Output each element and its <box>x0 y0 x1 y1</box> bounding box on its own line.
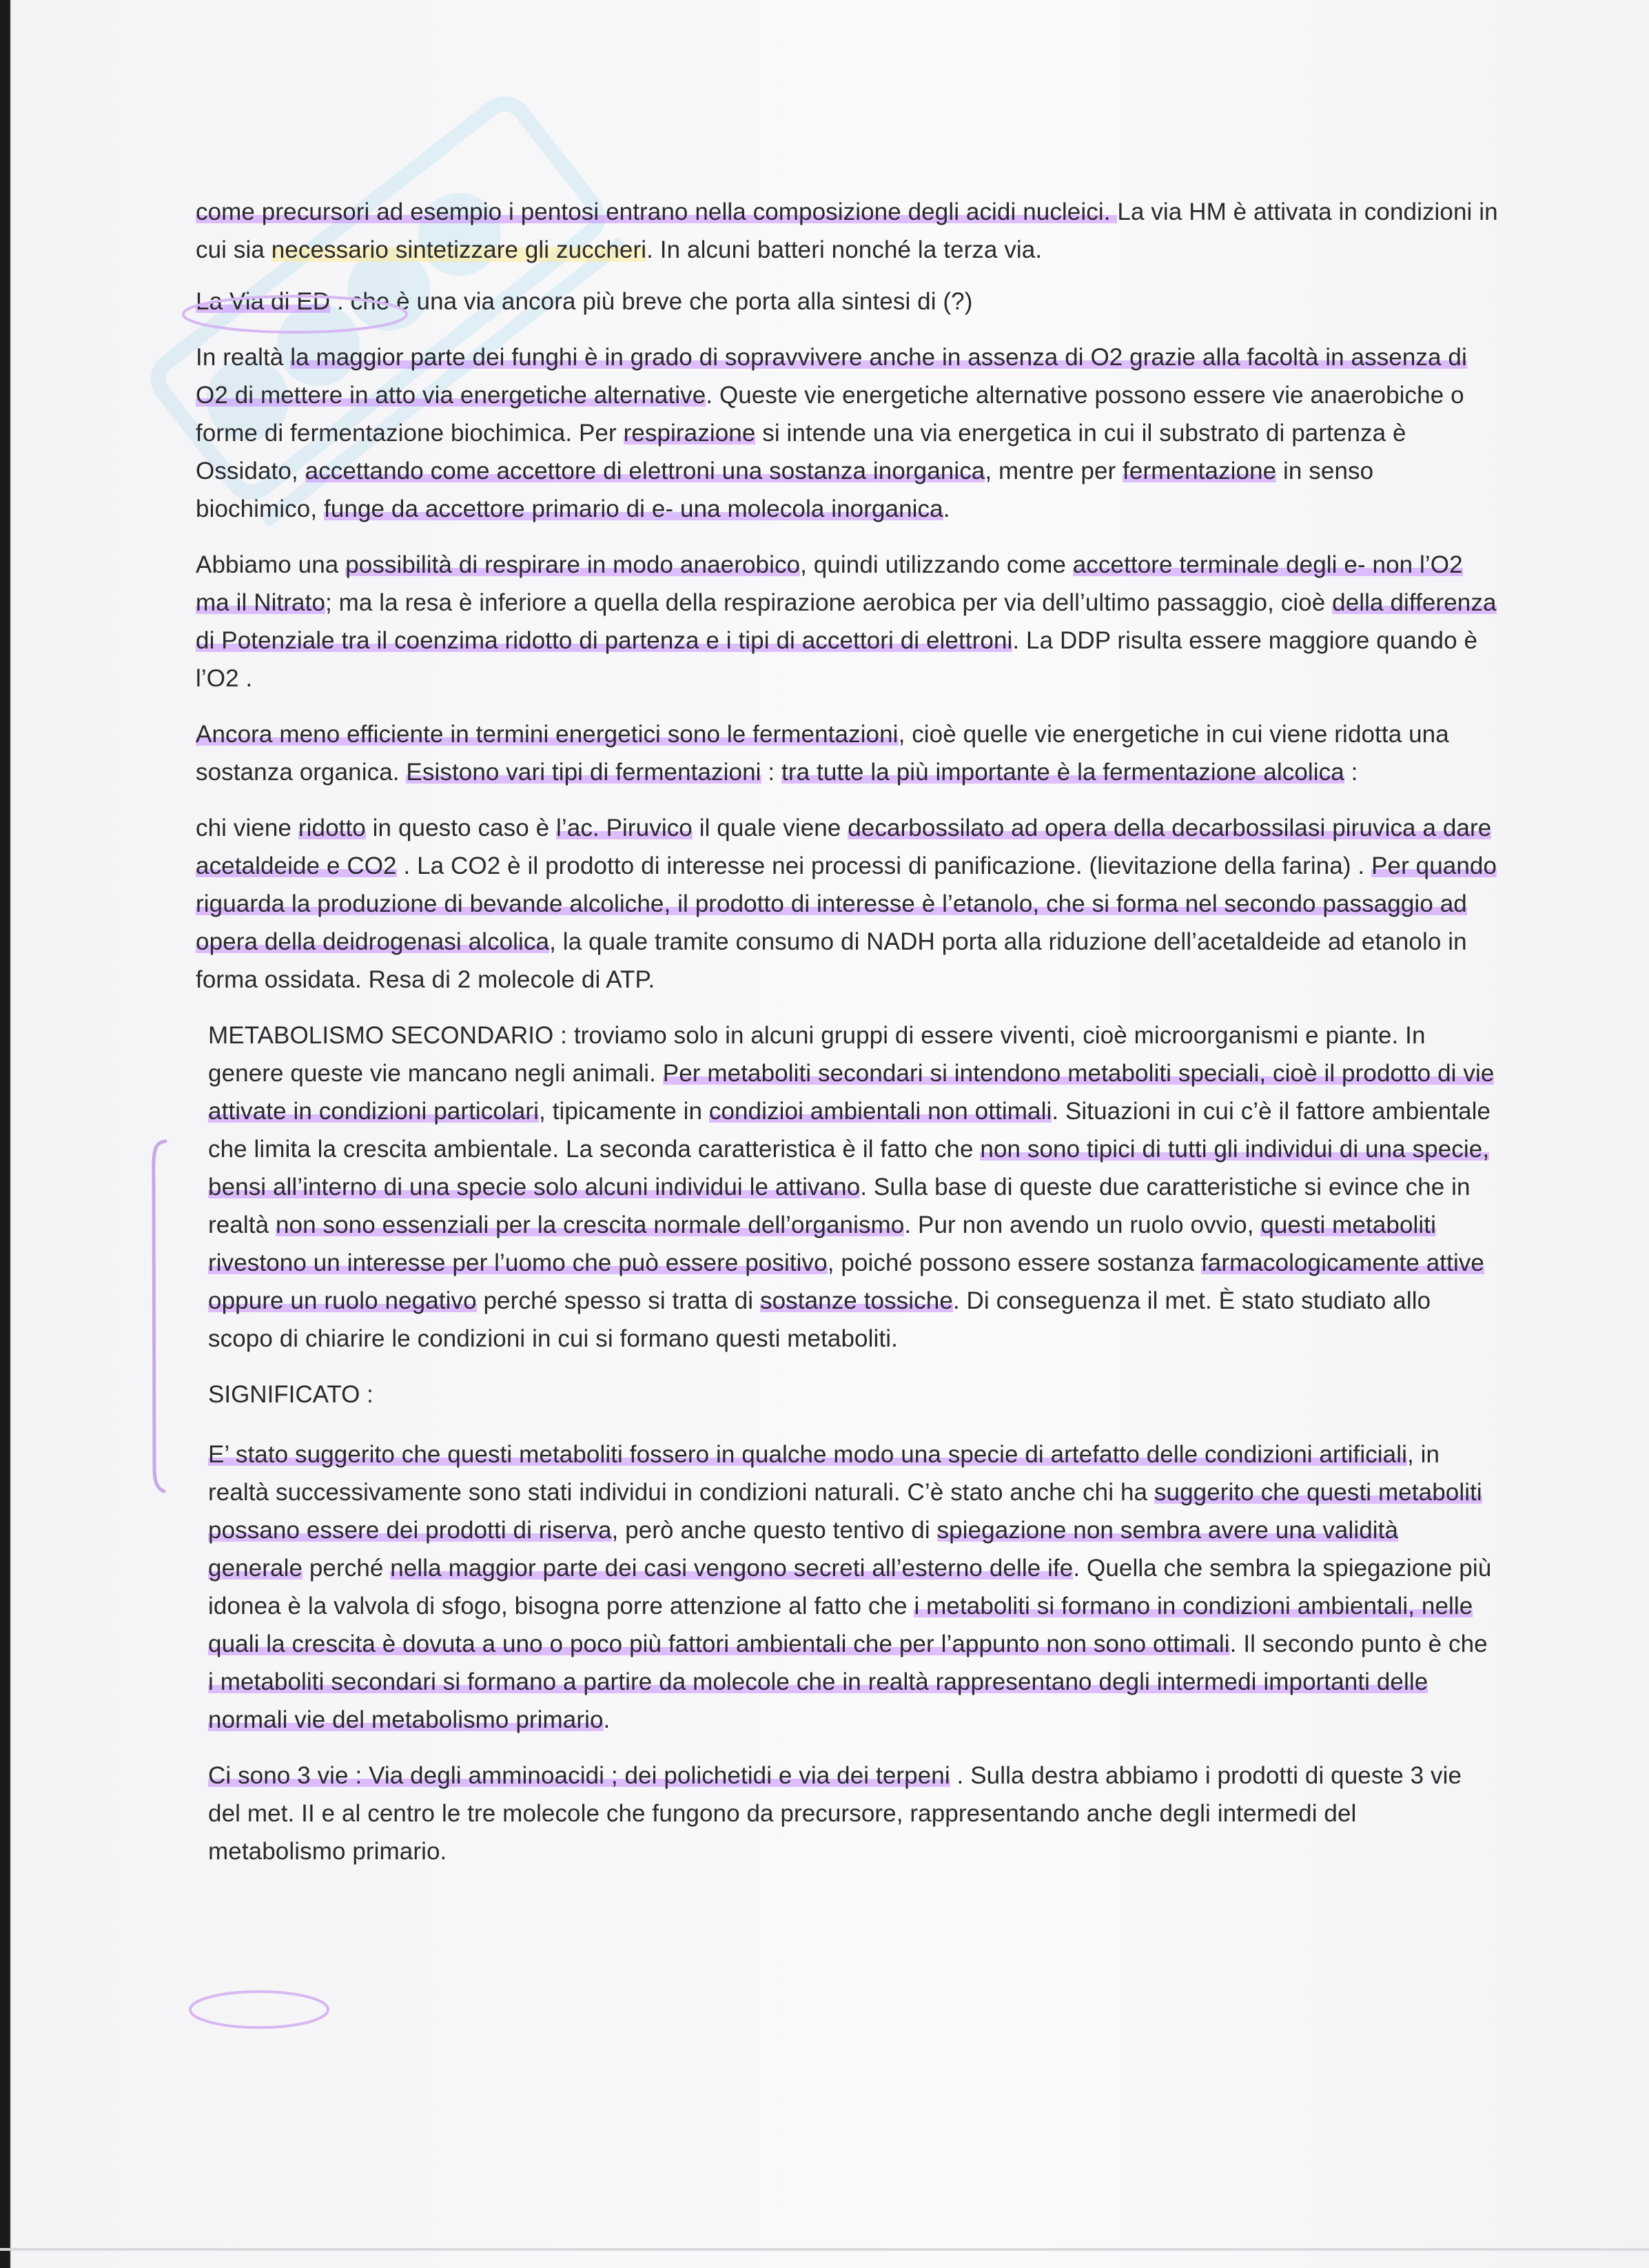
text-segment: in questo caso è <box>365 815 557 841</box>
highlighted-text-segment: fermentazione <box>1123 458 1277 484</box>
highlighted-text-segment: E’ stato suggerito che questi metaboliti fossero in qualche modo una specie di artefatto delle condizioni artificiali <box>208 1441 1407 1468</box>
highlighted-text-segment: Ci sono 3 vie : Via degli amminoacidi ; dei <box>208 1762 664 1789</box>
highlighted-text-segment: sostanze tossiche <box>759 1287 953 1314</box>
paragraph-4 <box>196 546 1498 697</box>
circle-annotation-mark-2 <box>183 1985 335 2033</box>
paragraph-3 <box>196 338 1498 528</box>
highlighted-text-segment: tra tutte la più importante è la fermentazione alcolica <box>781 759 1344 786</box>
text-segment: . In alcuni batteri nonché la terza via. <box>646 236 1043 263</box>
margin-bracket-mark <box>147 1137 168 1495</box>
highlighted-text-segment: i metaboliti secondari si formano a partire da molecole che in realtà rappresentano degli intermedi importanti delle normali vie del metabolismo primario <box>208 1668 1428 1733</box>
text-segment: , quindi utilizzando come <box>800 551 1073 578</box>
text-segment: in senso biochimico, <box>196 458 1374 522</box>
text-segment: METABOLISMO SECONDARIO : troviamo solo in alcuni gruppi di essere viventi, cioè microorganismi e piante. In genere queste vie mancano negli animali. <box>208 1022 1426 1087</box>
text-segment: . Di conseguenza il met. È stato studiato allo scopo di chiarire le condizioni in cui si formano questi metaboliti. <box>208 1287 1431 1352</box>
text-segment: La via HM è attivata in condizioni in cui sia <box>196 198 1498 263</box>
paragraph-tre-vie <box>208 1757 1498 1870</box>
text-segment: il quale viene <box>692 815 848 841</box>
highlighted-text-segment: polichetidi e via dei terpeni <box>664 1762 950 1789</box>
circle-annotation-mark <box>178 289 412 338</box>
highlighted-text-segment: necessario sintetizzare gli zuccheri <box>271 236 647 263</box>
text-segment: , però anche questo tentivo di <box>611 1517 937 1544</box>
text-segment: , mentre per <box>985 458 1123 484</box>
paragraph-5 <box>196 715 1498 791</box>
highlighted-text-segment: spiegazione non sembra avere una validità generale <box>208 1517 1399 1582</box>
text-segment: , tipicamente in <box>539 1098 709 1125</box>
text-segment: . Situazioni in cui c’è il fattore ambientale che limita la crescita ambientale. La seconda caratteristica è il fatto che <box>208 1098 1491 1163</box>
paragraph-1 <box>196 193 1498 269</box>
text-segment: , cioè quelle vie energetiche in cui viene ridotta una sostanza organica. <box>196 721 1449 786</box>
text-segment: . Sulla base di queste due caratteristiche si evince che in realtà <box>208 1174 1471 1238</box>
text-segment: . <box>603 1706 611 1733</box>
text-segment: In realtà <box>196 344 291 371</box>
highlighted-text-segment: non sono essenziali per la crescita normale dell’organismo <box>275 1212 905 1238</box>
text-segment: Abbiamo una <box>196 551 346 578</box>
highlighted-text-segment: respirazione <box>623 420 756 447</box>
highlighted-text-segment: possibilità di respirare in modo anaerobico <box>345 551 801 578</box>
highlighted-text-segment: Ancora meno efficiente in termini energetici sono le fermentazioni <box>196 721 899 748</box>
highlighted-text-segment: nella maggior parte dei casi vengono secreti all’esterno delle ife <box>390 1555 1074 1582</box>
highlighted-text-segment: la maggior parte dei funghi è in grado di sopravvivere anche in assenza di O2 grazie alla facoltà in assenza di O2 di mettere in atto via energetiche alternative <box>196 344 1467 409</box>
text-segment: perché <box>303 1555 391 1582</box>
highlighted-text-segment: suggerito che questi metaboliti possano essere dei prodotti di riserva <box>208 1479 1482 1544</box>
highlighted-text-segment: Esistono vari tipi di fermentazioni <box>406 759 761 786</box>
highlighted-text-segment: questi metaboliti rivestono un interesse per l’uomo che può essere positivo <box>208 1212 1436 1276</box>
highlighted-text-segment: della differenza di Potenziale tra il coenzima ridotto di partenza e i tipi di accettori di elettroni <box>196 589 1497 654</box>
text-segment: , in realtà successivamente sono stati individui in condizioni naturali. C’è stato anche chi ha <box>208 1441 1440 1506</box>
text-segment: . La DDP risulta essere maggiore quando è l’O2 . <box>196 627 1478 692</box>
highlighted-text-segment: l’ac. Piruvico <box>556 815 693 841</box>
text-segment: . Queste vie energetiche alternative possono essere vie anaerobiche o forme di fermentazione biochimica. Per <box>196 382 1464 447</box>
text-segment: . <box>943 496 950 522</box>
text-segment: si intende una via energetica in cui il substrato di partenza è Ossidato, <box>196 420 1406 484</box>
text-segment: : <box>1344 759 1358 786</box>
highlighted-text-segment: Per metaboliti secondari si intendono metaboliti speciali, cioè il prodotto di vie attivate in condizioni particolari <box>208 1060 1495 1125</box>
paragraph-metabolismo-secondario <box>208 1016 1498 1358</box>
text-segment: . Il secondo punto è che <box>1229 1631 1488 1657</box>
highlighted-text-segment: come precursori ad esempio i pentosi entrano nella composizione degli acidi nucleici. <box>196 198 1118 225</box>
section-heading-significato: SIGNIFICATO : <box>208 1381 373 1408</box>
text-segment: . Sulla destra abbiamo i prodotti di queste 3 vie del met. II e al centro le tre molecole che fungono da precursore, rappresentando anche degli intermedi del metabolismo primario. <box>208 1762 1462 1865</box>
text-segment: . La CO2 è il prodotto di interesse nei processi di panificazione. (lievitazione della farina) . <box>396 852 1372 879</box>
text-segment: perché spesso si tratta di <box>476 1287 760 1314</box>
highlighted-text-segment: accettore terminale degli e- non l’O2 ma il Nitrato <box>196 551 1463 616</box>
scan-bottom-edge <box>0 2248 1649 2251</box>
highlighted-text-segment: i metaboliti si formano in condizioni ambientali, nelle quali la crescita è dovuta a uno o poco più fattori ambientali che per l’appunto non sono ottimali <box>208 1593 1473 1657</box>
highlighted-text-segment: farmacologicamente attive oppure un ruolo negativo <box>208 1249 1484 1314</box>
text-segment: : <box>761 759 782 786</box>
highlighted-text-segment: funge da accettore primario di e- una molecola inorganica <box>324 496 943 522</box>
highlighted-text-segment: accettando come accettore di elettroni una sostanza inorganica <box>305 458 985 484</box>
highlighted-text-segment: non sono tipici di tutti gli individui di una specie, bensi all’interno di una specie solo alcuni individui le attivano <box>208 1136 1490 1201</box>
text-segment: : che è una via ancora più breve che porta alla sintesi di (?) <box>330 288 973 315</box>
paragraph-6 <box>196 809 1498 999</box>
highlighted-text-segment: La Via di ED <box>196 288 331 315</box>
highlighted-text-segment: condizioi ambientali non ottimali <box>708 1098 1052 1125</box>
text-segment: . Quella che sembra la spiegazione più idonea è la valvola di sfogo, bisogna porre attenzione al fatto che <box>208 1555 1492 1620</box>
text-segment: chi viene <box>196 815 298 841</box>
document-body <box>196 193 1498 1888</box>
text-segment: , poiché possono essere sostanza <box>827 1249 1201 1276</box>
highlighted-text-segment: ridotto <box>298 815 366 841</box>
highlighted-text-segment: Per quando riguarda la produzione di bevande alcoliche, il prodotto di interesse è l’etanolo, che si forma nel secondo passaggio ad opera della deidrogenasi alcolica <box>196 852 1497 955</box>
highlighted-text-segment: decarbossilato ad opera della decarbossilasi piruvica a dare acetaldeide e CO2 <box>196 815 1492 879</box>
text-segment: . Pur non avendo un ruolo ovvio, <box>904 1212 1261 1238</box>
text-segment: ; ma la resa è inferiore a quella della respirazione aerobica per via dell’ultimo passaggio, cioè <box>325 589 1333 616</box>
text-segment: , la quale tramite consumo di NADH porta alla riduzione dell’acetaldeide ad etanolo in forma ossidata. Resa di 2 molecole di ATP. <box>196 928 1467 993</box>
paragraph-significato <box>208 1436 1498 1739</box>
